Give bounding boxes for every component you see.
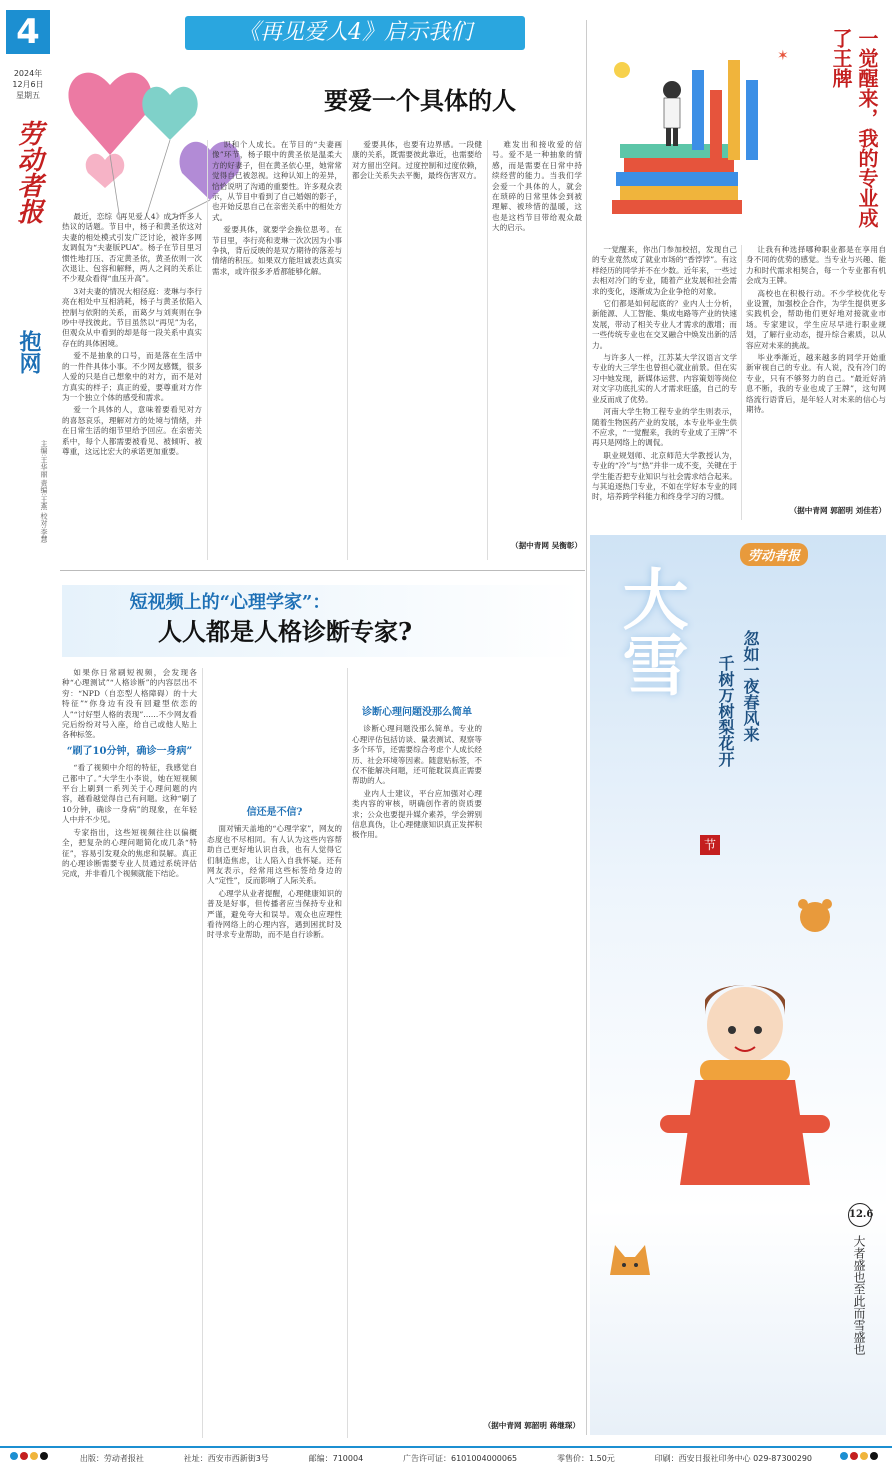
article3-col2-text bbox=[746, 245, 886, 505]
article3-para: 与许多人一样，江苏某大学汉语言文学专业的大三学生也曾担心就业前景。但在实习中她发现，新媒体运营、内容策划等岗位对文字功底扎实的人才需求旺盛，自己的专业反而成了优势。 bbox=[592, 353, 737, 404]
article1-para: 3对夫妻的情况大相径庭：麦琳与李行亮在相处中互相消耗，杨子与黄圣依陷入控制与依附的关系，而葛夕与刘爽则在争吵中寻找彼此。节目虽然以“再见”为名，但观众从中看到的却是每一段关系中真实存在的具体困境。 bbox=[62, 286, 202, 348]
footer-printer: 印刷：西安日报社印务中心 029-87300290 bbox=[654, 1454, 813, 1463]
date-year: 2024年 bbox=[13, 69, 43, 78]
article2-para: 心理学从业者提醒，心理健康知识的普及是好事，但传播者应当保持专业和严谨，避免夸大和误导。观众也应理性看待网络上的心理内容，遇到困扰时及时寻求专业帮助，而不是自行诊断。 bbox=[207, 888, 342, 940]
article1-col1 bbox=[62, 212, 202, 562]
article2-para: 专家指出，这些短视频往往以偏概全，把复杂的心理问题简化成几条“特征”，容易引发观众的焦虑和误解。真正的心理诊断需要专业人员通过系统评估完成，并非看几个视频就能下结论。 bbox=[62, 827, 197, 879]
footer-ad-license: 广告许可证：6101004000065 bbox=[402, 1454, 518, 1463]
article1-para: 识和个人成长。在节目的“夫妻画像”环节，杨子眼中的黄圣依是温柔大方的好妻子，但在黄圣依心里，她常常觉得自己被忽视。这种认知上的差异，恰恰说明了沟通的重要性。许多观众表示，从节目中看到了自己婚姻的影子，也开始反思自己在亲密关系中的相处方式。 bbox=[212, 140, 342, 222]
footer-address: 社址：西安市西新街3号 bbox=[183, 1454, 269, 1463]
editor-credits: 主编:王华丽 责编:王燕 校对:李慧 bbox=[40, 440, 48, 543]
footer-price: 零售价：1.50元 bbox=[556, 1454, 615, 1463]
poster-date: 12.6 bbox=[848, 1203, 872, 1227]
article3-para: 毕业季渐近，越来越多的同学开始重新审视自己的专业。有人说，没有冷门的专业，只有不够努力的自己。“最近好消息不断，我的专业也成了王牌”，这句网络流行语背后，是年轻人对未来的信心与期待。 bbox=[746, 353, 886, 415]
poster-note: 大者盛也至此而雪盛也 bbox=[852, 1235, 866, 1355]
article3-para: 职业规划师、北京师范大学教授认为，专业的“冷”与“热”并非一成不变，关键在于学生能否把专业知识与社会需求结合起来。与其追逐热门专业，不如在学好本专业的同时，培养跨学科能力和终身学习的习惯。 bbox=[592, 450, 737, 502]
footer-bar bbox=[0, 1446, 892, 1469]
page-banner-title: 《再见爱人4》启示我们 bbox=[185, 16, 525, 50]
article2-para: 如果你日常刷短视频，会发现各种“心理测试”“人格诊断”的内容层出不穷：“NPD（自恋型人格障碍）的十大特征”“你身边有没有回避型依恋的人”“讨好型人格的表现”……不少网友看完后纷纷对号入座，给自己或他人贴上各种标签。 bbox=[62, 668, 197, 740]
page-number: 4 bbox=[6, 10, 50, 54]
section-name: 抱网 bbox=[16, 330, 42, 374]
article1-col3 bbox=[352, 140, 482, 560]
article2-para: 业内人士建议，平台应加强对心理类内容的审核，明确创作者的资质要求；公众也要提升媒介素养，学会辨别信息真伪，让心理健康知识真正发挥积极作用。 bbox=[352, 788, 482, 840]
article3-title: 一觉醒来，我的专业成了王牌 bbox=[829, 28, 879, 228]
article3-col2 bbox=[746, 245, 886, 525]
svg-text:✶: ✶ bbox=[777, 48, 789, 64]
books-student-illustration bbox=[592, 30, 802, 230]
color-dots-right bbox=[840, 1452, 878, 1460]
article3-para: 它们都是如何起底的？业内人士分析，新能源、人工智能、集成电路等产业的快速发展，带动了相关专业人才需求的激增；而一些传统专业也在交叉融合中焕发出新的活力。 bbox=[592, 299, 737, 350]
article1-col4 bbox=[492, 140, 582, 560]
article1-para: 爱要具体，就要学会换位思考。在节目里，李行亮和麦琳一次次因为小事争执，背后反映的是双方期待的落差与情绪的积压。如果双方能坦诚表达真实需求，或许很多矛盾都能够化解。 bbox=[212, 225, 342, 276]
poster-logo: 劳动者报 bbox=[740, 543, 808, 566]
article1-title: 要爱一个具体的人 bbox=[324, 86, 516, 115]
poster-poem-line1: 忽如一夜春风来 bbox=[741, 630, 760, 742]
article2-subhead-1: “刷了10分钟，确诊一身病” bbox=[66, 745, 193, 757]
poster-bear-icon bbox=[790, 895, 840, 935]
date-month-day: 12月6日 bbox=[12, 80, 44, 89]
article1-byline: （据中青网 吴衡彰） bbox=[511, 541, 582, 550]
footer-postcode: 邮编：710004 bbox=[308, 1454, 364, 1463]
article2-para: 面对铺天盖地的“心理学家”，网友的态度也不尽相同。有人认为这些内容帮助自己更好地认识自我，也有人觉得它们制造焦虑，让人陷入自我怀疑。还有网友表示，经常用这些标签给身边的人“定性”，反而影响了人际关系。 bbox=[207, 824, 342, 886]
column-logo: 劳动者报 bbox=[13, 120, 43, 224]
issue-date bbox=[6, 68, 50, 101]
article2-col3 bbox=[352, 668, 482, 1438]
article2-title: 人人都是人格诊断专家? bbox=[157, 617, 413, 646]
poster-poem-line2: 千树万树梨花开 bbox=[716, 655, 735, 767]
article3-para: 河南大学生物工程专业的学生则表示，随着生物医药产业的发展，本专业毕业生供不应求，“一觉醒来，我的专业成了王牌”不再只是网络上的调侃。 bbox=[592, 407, 737, 448]
article2-byline: （据中青网 郭韶明 蒋继琛） bbox=[483, 1421, 580, 1430]
article2-para: “看了视频中介绍的特征，我感觉自己都中了。”大学生小李说，她在短视频平台上刷到一系列关于心理问题的内容，越看越觉得自己有问题。这种“刷了10分钟，确诊一身病”的现象，在年轻人中并不少见。 bbox=[62, 763, 197, 825]
article1-para: 爱要具体，也要有边界感。一段健康的关系，既需要彼此靠近，也需要给对方留出空间。过度控制和过度依赖，都会让关系失去平衡，最终伤害双方。 bbox=[352, 140, 482, 181]
article1-para: 最近，恋综《再见爱人4》成为许多人热议的话题。节目中，杨子和黄圣依这对夫妻的相处模式引发广泛讨论，被许多网友调侃为“夫妻版PUA”。杨子在节目里习惯性地打压、否定黄圣依，黄圣依则一次次退让、包容和解释，两人之间的关系让不少观众看得“血压升高”。 bbox=[62, 212, 202, 284]
poster-big-char: 大雪 bbox=[611, 565, 689, 697]
article3-col1 bbox=[592, 245, 737, 520]
article3-para: 高校也在积极行动。不少学校优化专业设置，加强校企合作，为学生提供更多实践机会，帮助他们更好地对接就业市场。专家建议，学生应尽早进行职业规划，了解行业动态，提升综合素质，以从容应对未来的挑战。 bbox=[746, 288, 886, 350]
article1-para: 爱不是抽象的口号，而是落在生活中的一件件具体小事。不少网友感慨，很多人爱的只是自己想象中的对方，而不是对方真实的样子；真正的爱，要尊重对方作为一个独立个体的感受和需求。 bbox=[62, 351, 202, 402]
article1-para: 爱一个具体的人，意味着要看见对方的喜怒哀乐，理解对方的处境与情绪，并在日常生活的细节里给予回应。在亲密关系中，每个人都需要被看见、被倾听、被尊重，这远比宏大的承诺更加重要。 bbox=[62, 405, 202, 456]
major-snow-poster bbox=[590, 535, 886, 1435]
poster-fox-icon bbox=[600, 1235, 660, 1285]
article2-kicker: 短视频上的“心理学家”： bbox=[129, 592, 331, 613]
article1-para: 难发出和接收爱的信号。爱不是一种抽象的情感，而是需要在日常中持续经营的能力。当我们学会爱一个具体的人，就会在琐碎的日常里体会到被理解、被珍惜的温暖，这也是这档节目带给观众最大的启示。 bbox=[492, 140, 582, 233]
footer-publisher: 出版：劳动者报社 bbox=[79, 1454, 144, 1463]
article3-para: 让我有种选择哪种职业都是在享用自身不同的优势的感觉。当专业与兴趣、能力和时代需求相契合，每一个专业都有机会成为王牌。 bbox=[746, 245, 886, 286]
date-weekday: 星期五 bbox=[16, 91, 40, 100]
article2-col1 bbox=[62, 668, 197, 1438]
article3-para: 一觉醒来，你出门参加校招，发现自己的专业竟然成了就业市场的“香饽饽”。有这样经历的同学并不在少数。近年来，一些过去相对冷门的专业，随着产业发展和社会需求的变化，逐渐成为企业争抢的对象。 bbox=[592, 245, 737, 296]
article2-subhead-3: 诊断心理问题没那么简单 bbox=[362, 707, 472, 718]
article1-col2 bbox=[212, 140, 342, 560]
article2-col2 bbox=[207, 668, 342, 1438]
poster-tag: 节 bbox=[700, 835, 720, 855]
article2-para: 诊断心理问题没那么简单。专业的心理评估包括访谈、量表测试、观察等多个环节，还需要综合考虑个人成长经历、社会环境等因素。随意贴标签，不仅不能解决问题，还可能耽误真正需要帮助的人。 bbox=[352, 724, 482, 786]
article3-byline: （据中青网 郭韶明 刘佳若） bbox=[789, 506, 886, 515]
poster-child-illustration bbox=[660, 955, 830, 1235]
article2-subhead-2: 信还是不信? bbox=[246, 807, 303, 818]
